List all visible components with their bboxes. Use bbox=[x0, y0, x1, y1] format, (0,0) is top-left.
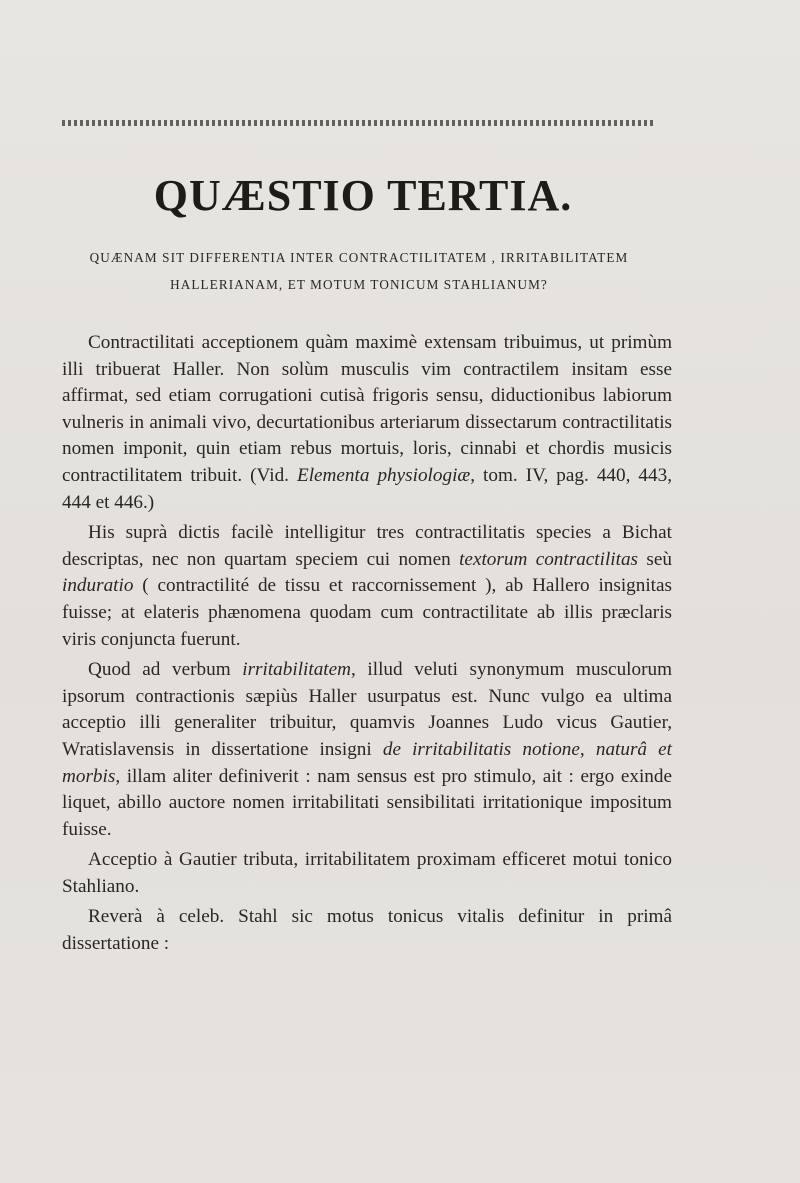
paragraph-1-text-b: , tom. IV, pag. 440, 443, 444 et 446.) bbox=[62, 464, 672, 513]
paragraph-2-italic-1: textorum contractilitas bbox=[459, 548, 639, 570]
paragraph-3-italic-2: de irritabilitatis notione, naturâ et morbis bbox=[62, 738, 672, 787]
paragraph-3-italic-1: irritabilitatem bbox=[242, 659, 351, 681]
subtitle-line-2: HALLERIANAM, ET MOTUM TONICUM STAHLIANUM? bbox=[170, 277, 548, 292]
paragraph-2-text-b: seù bbox=[638, 548, 673, 570]
paragraph-2-italic-2: induratio bbox=[62, 575, 134, 597]
body-text bbox=[62, 330, 672, 958]
chapter-subtitle bbox=[62, 244, 656, 298]
chapter-title: QUÆSTIO TERTIA. bbox=[153, 171, 573, 220]
paragraph-3-text-c: , illam aliter definiverit : nam sensus est pro stimulo, ait : ergo exinde liquet, abillo auctore nomen irritabilitati sensibilitati irritationique impositum fuisse. bbox=[62, 765, 672, 840]
paragraph-3-text-b: , illud veluti synonymum musculorum ipsorum contractionis sæpiùs Haller usurpatus est. Nunc vulgo ea ultima acceptio illi generaliter tribuitur, quamvis Joannes Ludo vicus Gautier, Wratislavensis in dissertatione insigni bbox=[62, 659, 672, 760]
paragraph-1 bbox=[62, 330, 672, 516]
paragraph-5: Reverà à celeb. Stahl sic motus tonicus vitalis definitur in primâ dissertatione : bbox=[62, 906, 672, 955]
paragraph-1-italic-1: Elementa physiologiæ bbox=[296, 464, 471, 486]
paragraph-2 bbox=[62, 520, 672, 653]
subtitle-line-1: QUÆNAM SIT DIFFERENTIA INTER CONTRACTILITATEM , IRRITABILITATEM bbox=[89, 250, 629, 265]
paragraph-2-text-c: ( contractilité de tissu et raccornissement ), ab Hallero insignitas fuisse; at elateris phænomena quodam cum contractilitate ab illis præclaris viris conjuncta fuerunt. bbox=[62, 575, 672, 650]
paragraph-3-text-a: Quod ad verbum bbox=[88, 659, 243, 681]
paragraph-3 bbox=[62, 657, 672, 843]
paragraph-1-text-a: Contractilitati acceptionem quàm maximè extensam tribuimus, ut primùm illi tribuerat Haller. Non solùm musculis vim contractilem insitam esse affirmat, sed etiam corrugationi cutisà frigoris sensu, diductionibus labiorum vulneris in animali vivo, decurtationibus arteriarum dissectarum contractilitatis nomen imponit, quin etiam rebus mortuis, loris, cinnabi et chordis musicis contractilitatem tribuit. (Vid. bbox=[62, 332, 672, 486]
decorative-rule bbox=[62, 120, 656, 126]
paragraph-4: Acceptio à Gautier tributa, irritabilitatem proximam efficeret motui tonico Stahliano. bbox=[62, 849, 672, 897]
paragraph-2-text-a: His suprà dictis facilè intelligitur tres contractilitatis species a Bichat descriptas, nec non quartam speciem cui nomen bbox=[62, 522, 672, 570]
